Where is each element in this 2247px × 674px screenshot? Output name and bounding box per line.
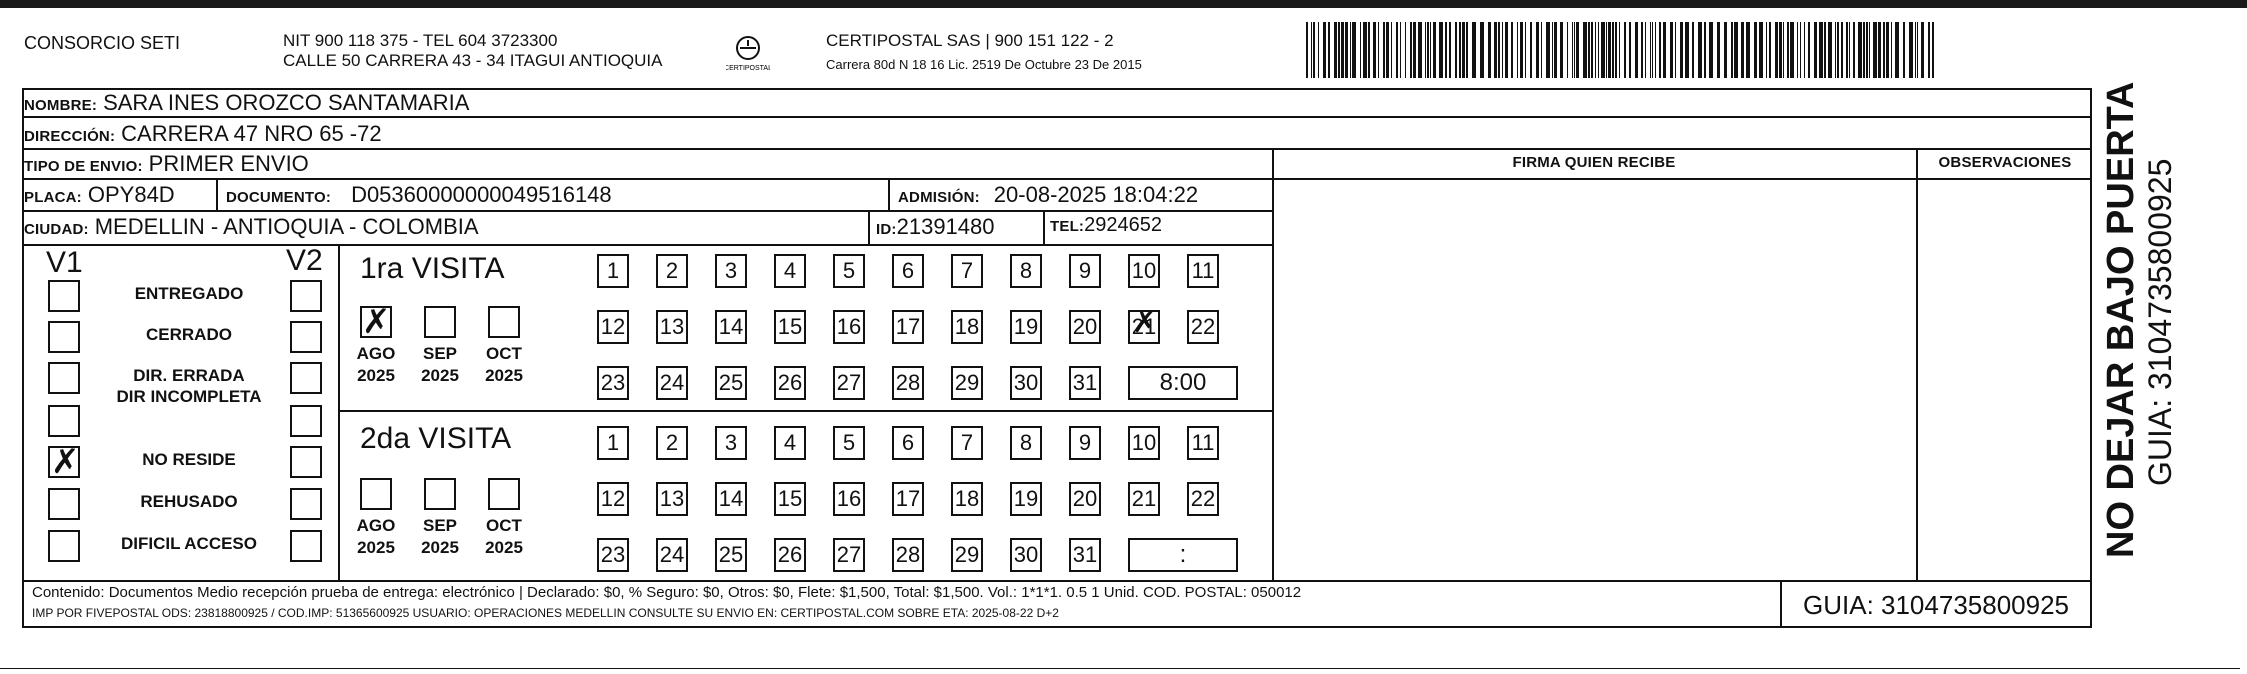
day-box[interactable]: 15 xyxy=(774,310,806,344)
v2-checkbox[interactable] xyxy=(290,362,322,394)
day-box[interactable]: 3 xyxy=(715,426,747,460)
day-box[interactable]: 21 ✗ xyxy=(1128,310,1160,344)
day-box[interactable]: 24 xyxy=(656,366,688,400)
status-label: DIR INCOMPLETA xyxy=(116,387,262,406)
day-box[interactable]: 26 xyxy=(774,538,806,572)
month-label: OCT xyxy=(486,516,522,535)
ciudad-value: MEDELLIN - ANTIOQUIA - COLOMBIA xyxy=(94,214,479,239)
day-box[interactable]: 18 xyxy=(951,310,983,344)
day-box[interactable]: 27 xyxy=(833,538,865,572)
no-dejar-bajo-puerta: NO DEJAR BAJO PUERTA xyxy=(2100,81,2142,558)
month-label: SEP xyxy=(422,344,458,363)
documento-value: D05360000000049516148 xyxy=(351,182,612,207)
year-label: 2025 xyxy=(485,538,523,557)
day-box[interactable]: 19 xyxy=(1010,482,1042,516)
v1-checkbox[interactable] xyxy=(48,280,80,312)
day-box[interactable]: 1 xyxy=(597,254,629,288)
day-box[interactable]: 25 xyxy=(715,366,747,400)
day-box[interactable]: 12 xyxy=(597,310,629,344)
footer-guia: GUIA: 3104735800925 xyxy=(1803,590,2069,620)
carrier-line: CERTIPOSTAL SAS | 900 151 122 - 2 xyxy=(826,31,1114,50)
side-guia: GUIA: 3104735800925 xyxy=(2142,158,2178,486)
day-box[interactable]: 14 xyxy=(715,482,747,516)
day-box[interactable]: 23 xyxy=(597,366,629,400)
day-box[interactable]: 15 xyxy=(774,482,806,516)
month-label: SEP xyxy=(422,516,458,535)
day-box[interactable]: 29 xyxy=(951,538,983,572)
month-checkbox[interactable] xyxy=(360,478,392,510)
v1-checkbox[interactable] xyxy=(48,442,80,482)
documento-row xyxy=(226,182,612,208)
day-box[interactable]: 22 xyxy=(1187,310,1219,344)
day-box[interactable]: 6 xyxy=(892,426,924,460)
nit-line: NIT 900 118 375 - TEL 604 3723300 xyxy=(283,31,558,50)
day-box[interactable]: 23 xyxy=(597,538,629,572)
year-label: 2025 xyxy=(357,538,395,557)
divider xyxy=(22,210,1272,212)
tel-label: TEL: xyxy=(1050,218,1085,235)
v1-checkbox[interactable] xyxy=(48,530,80,562)
day-box[interactable]: 28 xyxy=(892,366,924,400)
status-label: DIFICIL ACCESO xyxy=(120,534,257,553)
month-checkbox[interactable] xyxy=(360,302,392,342)
day-box[interactable]: 18 xyxy=(951,482,983,516)
status-label: REHUSADO xyxy=(140,492,238,511)
month-label: AGO xyxy=(356,344,396,363)
day-box[interactable]: 13 xyxy=(656,310,688,344)
divider xyxy=(216,178,218,210)
day-box[interactable]: 4 xyxy=(774,426,806,460)
day-box[interactable]: 6 xyxy=(892,254,924,288)
ciudad-label: CIUDAD: xyxy=(24,221,89,238)
check-mark-icon: ✗ xyxy=(362,302,391,342)
day-box[interactable]: 27 xyxy=(833,366,865,400)
day-box[interactable]: 2 xyxy=(656,426,688,460)
time-field[interactable]: 8:00 xyxy=(1128,366,1238,400)
day-box[interactable]: 31 xyxy=(1069,366,1101,400)
day-box[interactable]: 24 xyxy=(656,538,688,572)
divider xyxy=(338,244,340,580)
placa-row xyxy=(24,182,175,208)
tipo-envio-label: TIPO DE ENVIO: xyxy=(24,158,143,175)
day-box[interactable]: 21 xyxy=(1128,482,1160,516)
month-label: OCT xyxy=(486,344,522,363)
admision-value: 20-08-2025 18:04:22 xyxy=(993,182,1199,207)
status-label: NO RESIDE xyxy=(142,450,236,469)
day-box[interactable]: 2 xyxy=(656,254,688,288)
day-box[interactable]: 1 xyxy=(597,426,629,460)
day-box[interactable]: 29 xyxy=(951,366,983,400)
barcode xyxy=(1306,22,1936,78)
divider xyxy=(1272,178,2092,180)
day-box[interactable]: 16 xyxy=(833,310,865,344)
v2-checkbox[interactable] xyxy=(290,530,322,562)
day-box[interactable]: 25 xyxy=(715,538,747,572)
tel-row xyxy=(1050,214,1162,237)
bottom-rule xyxy=(0,668,2240,669)
nombre-row xyxy=(24,90,469,116)
day-box[interactable]: 11 xyxy=(1187,254,1219,288)
status-label: CERRADO xyxy=(146,325,232,344)
nombre-value: SARA INES OROZCO SANTAMARIA xyxy=(103,90,470,115)
day-box[interactable]: 10 xyxy=(1128,254,1160,288)
tel-value: 2924652 xyxy=(1084,214,1163,236)
day-box[interactable]: 11 xyxy=(1187,426,1219,460)
day-box[interactable]: 5 xyxy=(833,254,865,288)
id-label: ID: xyxy=(876,221,897,238)
v2-checkbox[interactable] xyxy=(290,405,322,437)
day-box[interactable]: 7 xyxy=(951,426,983,460)
day-box[interactable]: 20 xyxy=(1069,482,1101,516)
tipo-envio-value: PRIMER ENVIO xyxy=(148,151,309,176)
v2-label: V2 xyxy=(286,244,323,277)
v2-checkbox[interactable] xyxy=(290,446,322,478)
license-line: Carrera 80d N 18 16 Lic. 2519 De Octubre 23 De 2015 xyxy=(826,57,1142,72)
divider xyxy=(22,244,1272,246)
tipo-envio-row xyxy=(24,151,309,177)
v1-checkbox[interactable] xyxy=(48,321,80,353)
v1-checkbox[interactable] xyxy=(48,405,80,437)
v1-checkbox[interactable] xyxy=(48,488,80,520)
divider xyxy=(22,148,2092,150)
status-label: ENTREGADO xyxy=(134,284,244,303)
day-box[interactable]: 28 xyxy=(892,538,924,572)
company-name: CONSORCIO SETI xyxy=(24,33,181,53)
divider xyxy=(888,178,890,210)
day-box[interactable]: 8 xyxy=(1010,426,1042,460)
day-box[interactable]: 5 xyxy=(833,426,865,460)
day-box[interactable]: 19 xyxy=(1010,310,1042,344)
day-box[interactable]: 10 xyxy=(1128,426,1160,460)
month-checkbox[interactable] xyxy=(424,306,456,338)
contenido-text: Contenido: Documentos Medio recepción prueba de entrega: electrónico | Declarado: $0, % Seguro: $0, Otros: $0, Flete: $1,500, Total: $1,500. Vol.: 1*1*1. 0.5 1 Unid. COD. POSTAL: 050012 xyxy=(32,584,1302,601)
month-checkbox[interactable] xyxy=(488,478,520,510)
top-border xyxy=(0,0,2247,8)
imp-text: IMP POR FIVEPOSTAL ODS: 23818800925 / COD.IMP: 51365600925 USUARIO: OPERACIONES MEDELLIN CONSULTE SU ENVIO EN: CERTIPOSTAL.COM SOBRE ETA: 2025-08-22 D+2 xyxy=(32,606,1059,620)
day-box[interactable]: 20 xyxy=(1069,310,1101,344)
month-checkbox[interactable] xyxy=(488,306,520,338)
day-box[interactable]: 30 xyxy=(1010,538,1042,572)
day-box[interactable]: 13 xyxy=(656,482,688,516)
day-box[interactable]: 17 xyxy=(892,482,924,516)
nombre-label: NOMBRE: xyxy=(24,97,98,114)
day-box[interactable]: 3 xyxy=(715,254,747,288)
year-label: 2025 xyxy=(357,366,395,385)
divider xyxy=(1272,148,1274,580)
v2-checkbox[interactable] xyxy=(290,488,322,520)
v1-label: V1 xyxy=(46,246,83,279)
check-mark-icon: ✗ xyxy=(51,442,80,482)
v1-checkbox[interactable] xyxy=(48,362,80,394)
day-box[interactable]: 8 xyxy=(1010,254,1042,288)
day-box[interactable]: 12 xyxy=(597,482,629,516)
id-value: 21391480 xyxy=(896,214,995,239)
divider xyxy=(338,410,1272,412)
logo-text: CERTIPOSTAL xyxy=(726,65,770,72)
month-checkbox[interactable] xyxy=(424,478,456,510)
day-box[interactable]: 14 xyxy=(715,310,747,344)
v2-checkbox[interactable] xyxy=(290,321,322,353)
year-label: 2025 xyxy=(485,366,523,385)
divider xyxy=(22,116,2092,118)
divider xyxy=(1043,210,1045,244)
day-box[interactable]: 9 xyxy=(1069,254,1101,288)
placa-value: OPY84D xyxy=(87,182,175,207)
direccion-label: DIRECCIÓN: xyxy=(24,128,116,145)
day-box[interactable]: 4 xyxy=(774,254,806,288)
v2-checkbox[interactable] xyxy=(290,280,322,312)
day-box[interactable]: 16 xyxy=(833,482,865,516)
day-box[interactable]: 22 xyxy=(1187,482,1219,516)
time-field[interactable]: : xyxy=(1128,538,1238,572)
visit1-title: 1ra VISITA xyxy=(360,252,505,285)
placa-label: PLACA: xyxy=(24,189,82,206)
day-box[interactable]: 26 xyxy=(774,366,806,400)
status-label: DIR. ERRADA xyxy=(133,366,245,385)
year-label: 2025 xyxy=(421,366,459,385)
observaciones-header: OBSERVACIONES xyxy=(1938,154,2072,171)
day-box[interactable]: 31 xyxy=(1069,538,1101,572)
day-box[interactable]: 9 xyxy=(1069,426,1101,460)
documento-label: DOCUMENTO: xyxy=(226,189,332,206)
divider xyxy=(1916,148,1918,580)
day-box[interactable]: 17 xyxy=(892,310,924,344)
certipostal-logo xyxy=(726,34,770,74)
divider xyxy=(868,210,870,244)
day-box[interactable]: 7 xyxy=(951,254,983,288)
address-line: CALLE 50 CARRERA 43 - 34 ITAGUI ANTIOQUIA xyxy=(283,51,663,70)
admision-row xyxy=(898,182,1198,208)
day-box[interactable]: 30 xyxy=(1010,366,1042,400)
direccion-row xyxy=(24,121,382,147)
admision-label: ADMISIÓN: xyxy=(898,189,980,206)
direccion-value: CARRERA 47 NRO 65 -72 xyxy=(121,121,382,146)
month-label: AGO xyxy=(356,516,396,535)
id-row xyxy=(876,214,995,240)
firma-header: FIRMA QUIEN RECIBE xyxy=(1512,154,1676,171)
year-label: 2025 xyxy=(421,538,459,557)
ciudad-row xyxy=(24,214,479,240)
visit2-title: 2da VISITA xyxy=(360,422,512,455)
